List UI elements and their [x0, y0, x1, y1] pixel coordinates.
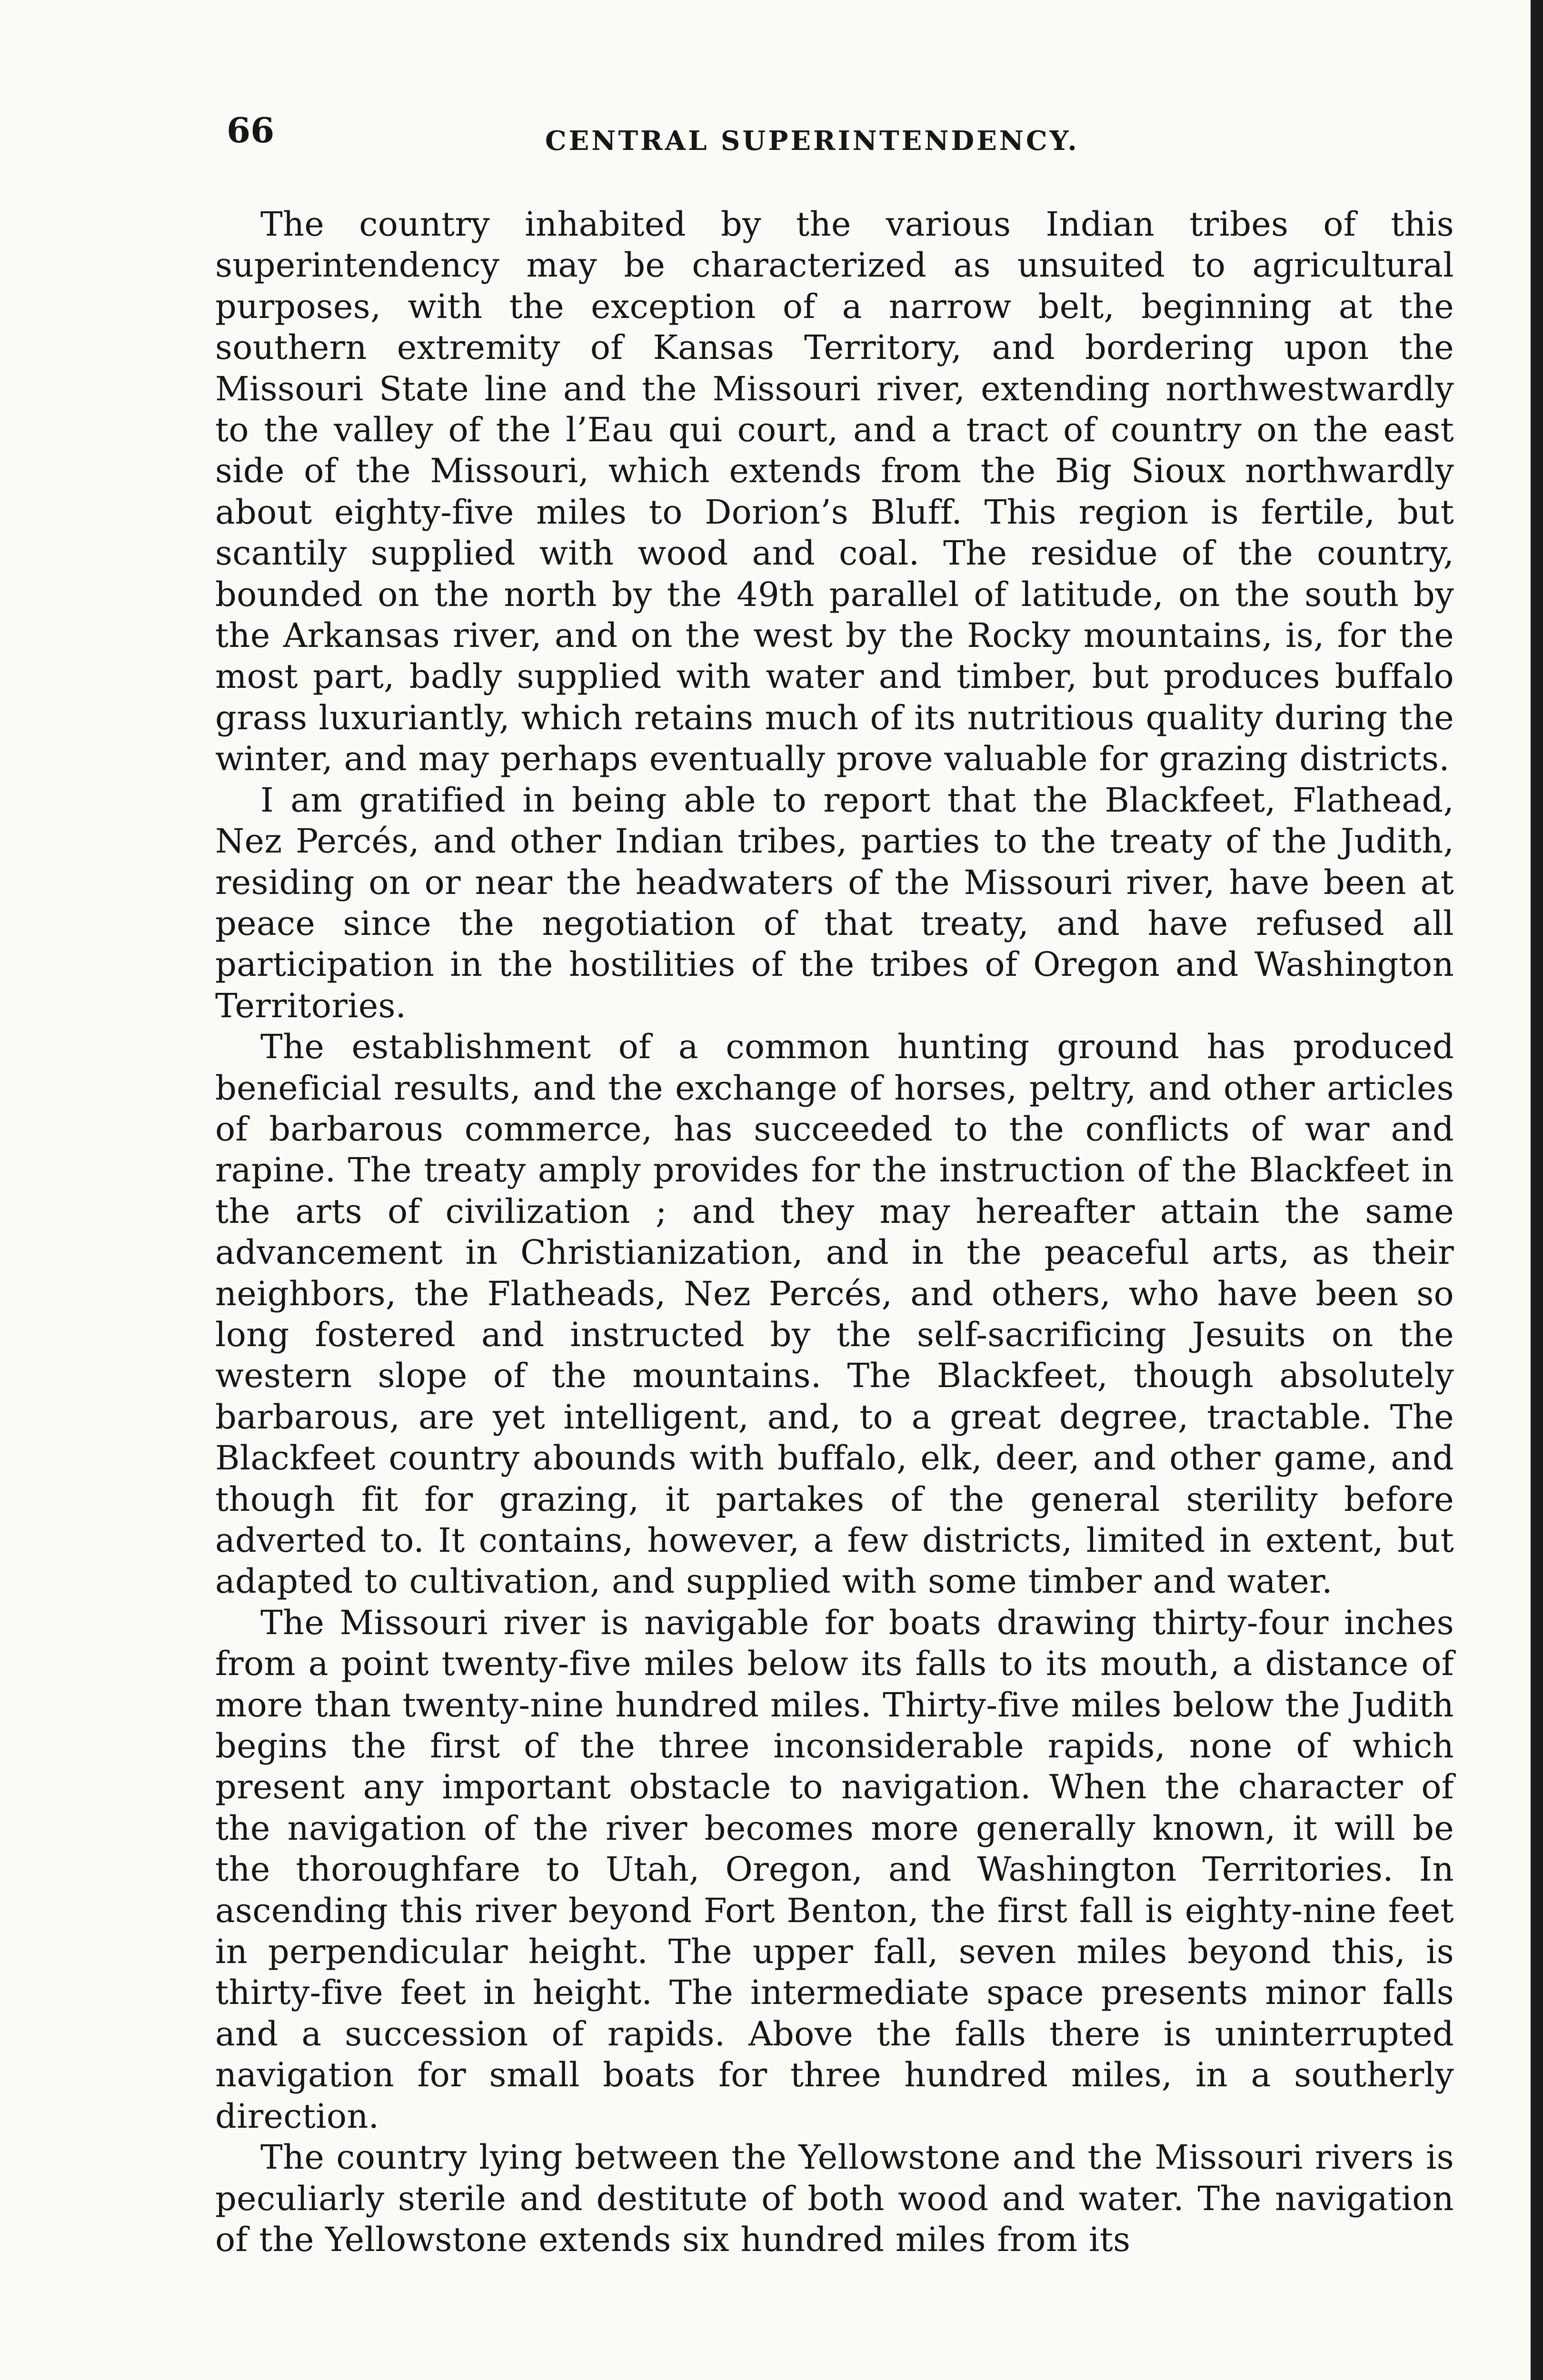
page-number: 66 — [227, 110, 275, 150]
paragraph-yellowstone: The country lying between the Yellowstone and the Missouri rivers is peculiarly sterile and destitute of both wood and water. The navigation of the Yellowstone extends six hundred miles from its — [215, 2138, 1454, 2259]
scan-edge-shadow — [1531, 0, 1543, 2380]
paragraph-treaty-peace: I am gratified in being able to report that the Blackfeet, Flathead, Nez Percés, and other Indian tribes, parties to the treaty of the Judith, residing on or near the headwaters of the Missouri river, have been at peace since the negotiation of that treaty, and have refused all participation in the hostilities of the tribes of Oregon and Washington Territories. — [215, 780, 1454, 1025]
body-text — [215, 204, 1454, 2260]
paragraph-missouri-navigation: The Missouri river is navigable for boats drawing thirty-four inches from a point twenty-five miles below its falls to its mouth, a distance of more than twenty-nine hundred miles. Thirty-five miles below the Judith begins the first of the three inconsiderable rapids, none of which present any important obstacle to navigation. When the character of the navigation of the river becomes more generally known, it will be the thoroughfare to Utah, Oregon, and Washington Territories. In ascending this river beyond Fort Benton, the first fall is eighty-nine feet in perpendicular height. The upper fall, seven miles beyond this, is thirty-five feet in height. The intermediate space presents minor falls and a succession of rapids. Above the falls there is uninterrupted navigation for small boats for three hundred miles, in a southerly direction. — [215, 1603, 1454, 2136]
paragraph-country-description: The country inhabited by the various Indian tribes of this superintendency may be characterized as unsuited to agricultural purposes, with the exception of a narrow belt, beginning at the southern extremity of Kansas Territory, and bordering upon the Missouri State line and the Missouri river, extending northwestwardly to the valley of the l’Eau qui court, and a tract of country on the east side of the Missouri, which extends from the Big Sioux northwardly about eighty-five miles to Dorion’s Bluff. This region is fertile, but scantily supplied with wood and coal. The residue of the country, bounded on the north by the 49th parallel of latitude, on the south by the Arkansas river, and on the west by the Rocky mountains, is, for the most part, badly supplied with water and timber, but produces buffalo grass luxuriantly, which retains much of its nutritious quality during the winter, and may perhaps eventually prove valuable for grazing districts. — [215, 205, 1454, 779]
running-head: CENTRAL SUPERINTENDENCY. — [545, 125, 1079, 157]
paragraph-hunting-ground: The establishment of a common hunting ground has produced beneficial results, and the exchange of horses, peltry, and other articles of barbarous commerce, has succeeded to the conflicts of war and rapine. The treaty amply provides for the instruction of the Blackfeet in the arts of civilization ; and they may hereafter attain the same advancement in Christianization, and in the peaceful arts, as their neighbors, the Flatheads, Nez Percés, and others, who have been so long fostered and instructed by the self-sacrificing Jesuits on the western slope of the mountains. The Blackfeet, though absolutely barbarous, are yet intelligent, and, to a great degree, tractable. The Blackfeet country abounds with buffalo, elk, deer, and other game, and though fit for grazing, it partakes of the general sterility before adverted to. It contains, however, a few districts, limited in extent, but adapted to cultivation, and supplied with some timber and water. — [215, 1027, 1454, 1601]
